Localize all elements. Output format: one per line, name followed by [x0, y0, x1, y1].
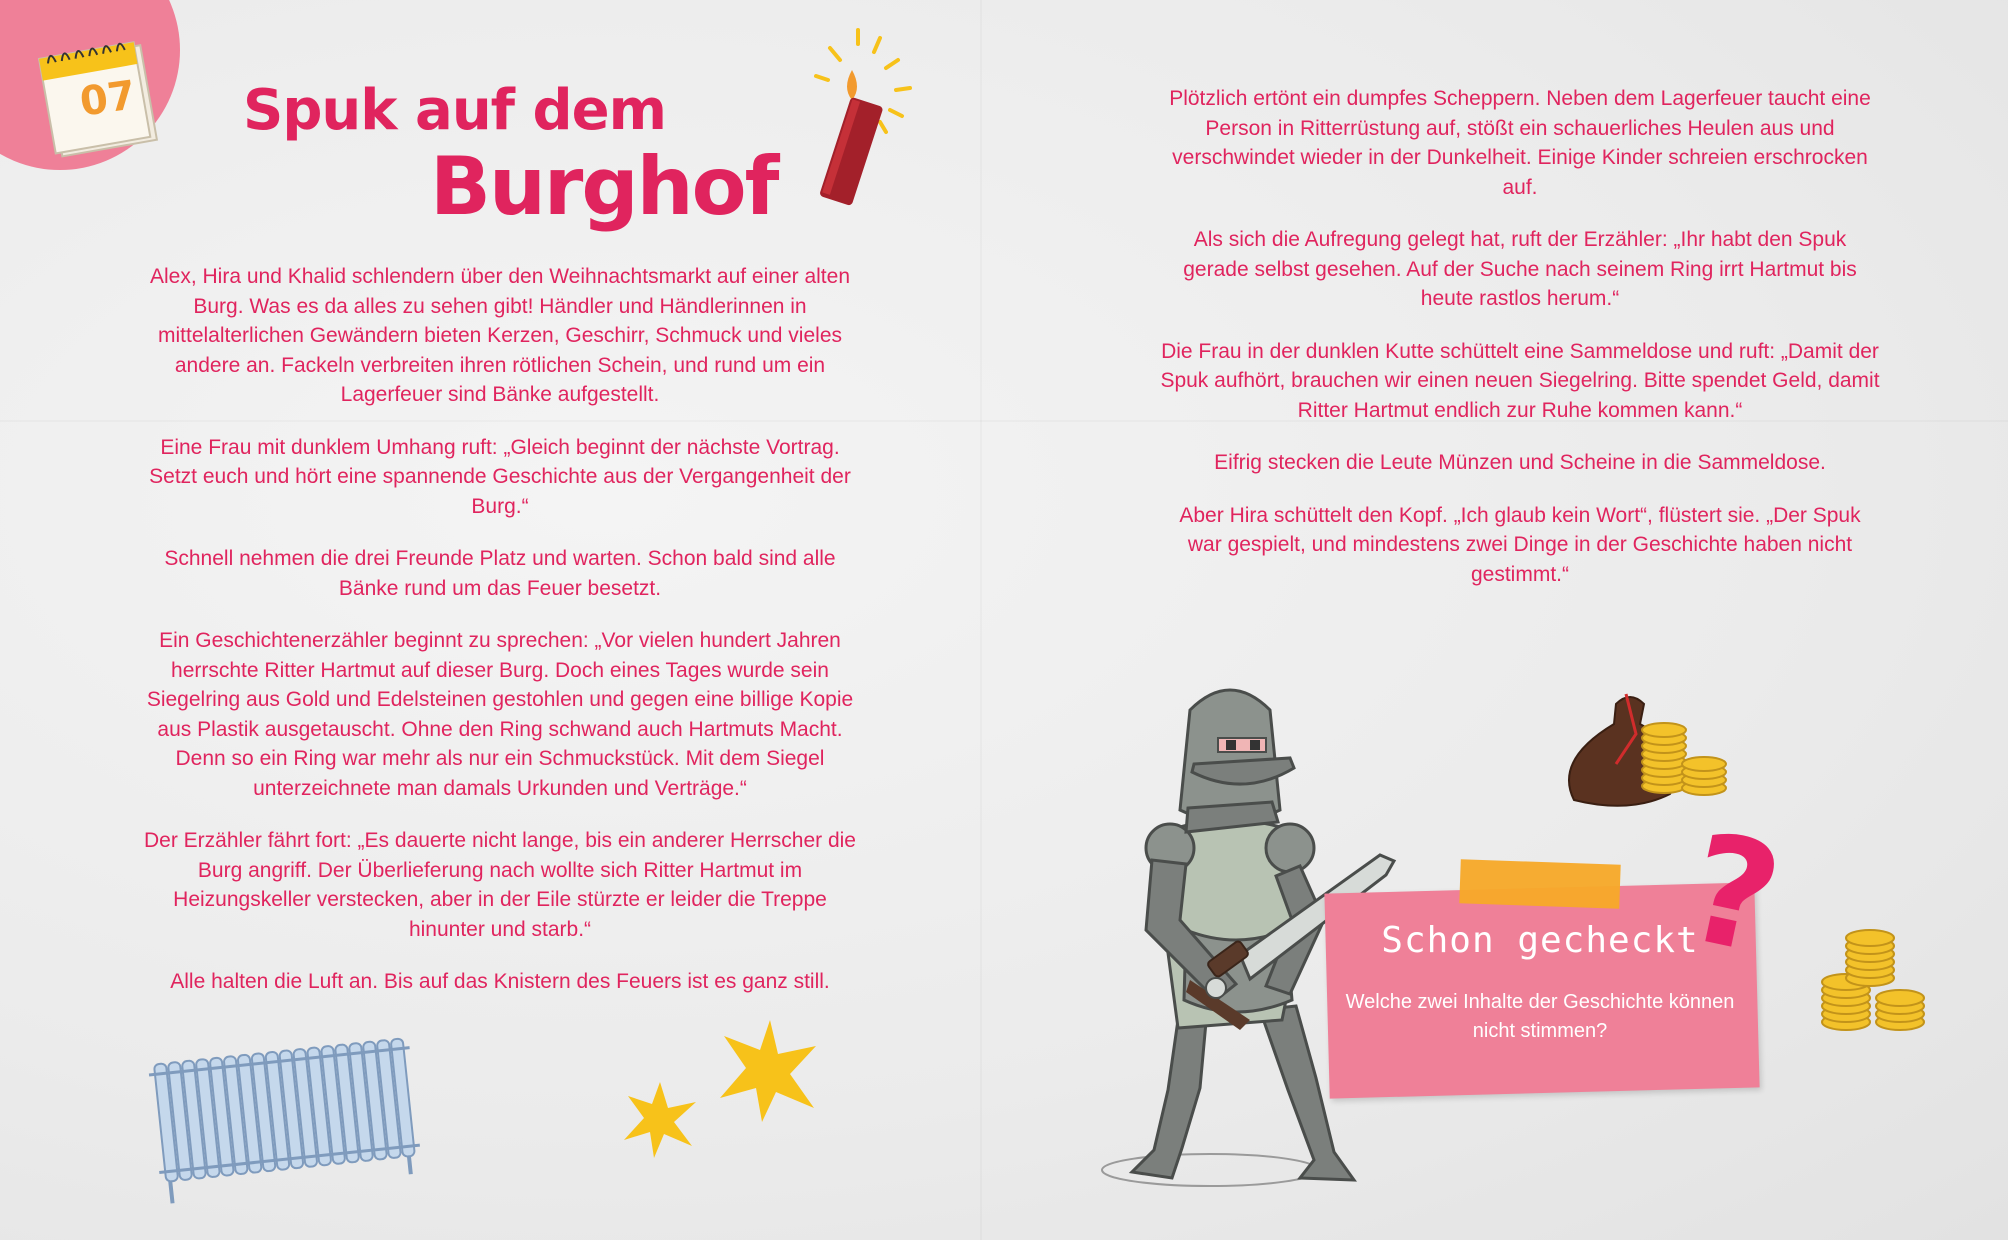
story-left-column [140, 262, 860, 1020]
paragraph: Ein Geschichtenerzähler beginnt zu sprechen: „Vor vielen hundert Jahren herrschte Ritter Hartmut auf dieser Burg. Doch eines Tages wurde sein Siegelring aus Gold und Edelsteinen gestohlen und gegen eine billige Kopie aus Plastik ausgetauscht. Ohne den Ring schwand auch Hartmuts Macht. Denn so ein Ring war mehr als nur ein Schmuckstück. Mit dem Siegel unterzeichnete man damals Urkunden und Verträge.“ [146, 629, 854, 800]
paragraph: Der Erzähler fährt fort: „Es dauerte nicht lange, bis ein anderer Herrscher die Burg angriff. Der Überlieferung nach wollte sich Ritter Hartmut im Heizungskeller verstecken, aber in der Eile stürzte er leider die Treppe hinunter und starb.“ [143, 829, 856, 941]
calendar-day: 07 [77, 72, 139, 126]
question-mark: ? [1672, 800, 1795, 990]
paragraph: Die Frau in der dunklen Kutte schüttelt eine Sammeldose und ruft: „Damit der Spuk aufhört, brauchen wir einen neuen Siegelring. Bitte spendet Geld, damit Ritter Hartmut endlich zur Ruhe kommen kann.“ [1160, 339, 1880, 422]
paragraph: Alex, Hira und Khalid schlendern über den Weihnachtsmarkt auf einer alten Burg. Was es da alles zu sehen gibt! Händler und Händlerinnen in mittelalterlichen Gewändern bieten Kerzen, Geschirr, Schmuck und vieles andere an. Fackeln verbreiten ihren rötlichen Schein, und rund um ein Lagerfeuer sind Bänke aufgestellt. [149, 265, 850, 406]
money-bag-icon [1546, 684, 1726, 814]
paragraph: Schnell nehmen die drei Freunde Platz und warten. Schon bald sind alle Bänke rund um das Feuer besetzt. [164, 547, 836, 600]
paragraph: Eine Frau mit dunklem Umhang ruft: „Gleich beginnt der nächste Vortrag. Setzt euch und hört eine spannende Geschichte aus der Vergangenheit der Burg.“ [149, 435, 851, 518]
coins-icon [1816, 920, 1936, 1040]
tape [1459, 859, 1620, 909]
paragraph: Plötzlich ertönt ein dumpfes Scheppern. Neben dem Lagerfeuer taucht eine Person in Ritterrüstung auf, stößt ein schauerliches Heulen aus und verschwindet wieder in der Dunkelheit. Einige Kinder schreien erschrocken auf. [1169, 87, 1871, 199]
star-icon [716, 1018, 822, 1124]
paragraph: Als sich die Aufregung gelegt hat, ruft der Erzähler: „Ihr habt den Spuk gerade selbst gesehen. Auf der Suche nach seinem Ring irrt Hartmut bis heute rastlos herum.“ [1183, 228, 1857, 310]
title-line-2: Burghof [430, 140, 778, 233]
story-right-column [1160, 84, 1880, 612]
paragraph: Aber Hira schüttelt den Kopf. „Ich glaub kein Wort“, flüstert sie. „Der Spuk war gespielt, und mindestens zwei Dinge in der Geschichte haben nicht gestimmt.“ [1179, 503, 1861, 586]
radiator-icon [150, 1030, 440, 1200]
paragraph: Eifrig stecken die Leute Münzen und Scheine in die Sammeldose. [1214, 451, 1826, 474]
paragraph: Alle halten die Luft an. Bis auf das Knistern des Feuers ist es ganz still. [170, 970, 830, 993]
quiz-title: Schon gecheckt [1381, 920, 1699, 961]
star-icon [620, 1080, 700, 1160]
quiz-question: Welche zwei Inhalte der Geschichte können nicht stimmen? [1345, 991, 1735, 1042]
title-line-1: Spuk auf dem [243, 78, 666, 143]
candle-icon [770, 20, 930, 200]
